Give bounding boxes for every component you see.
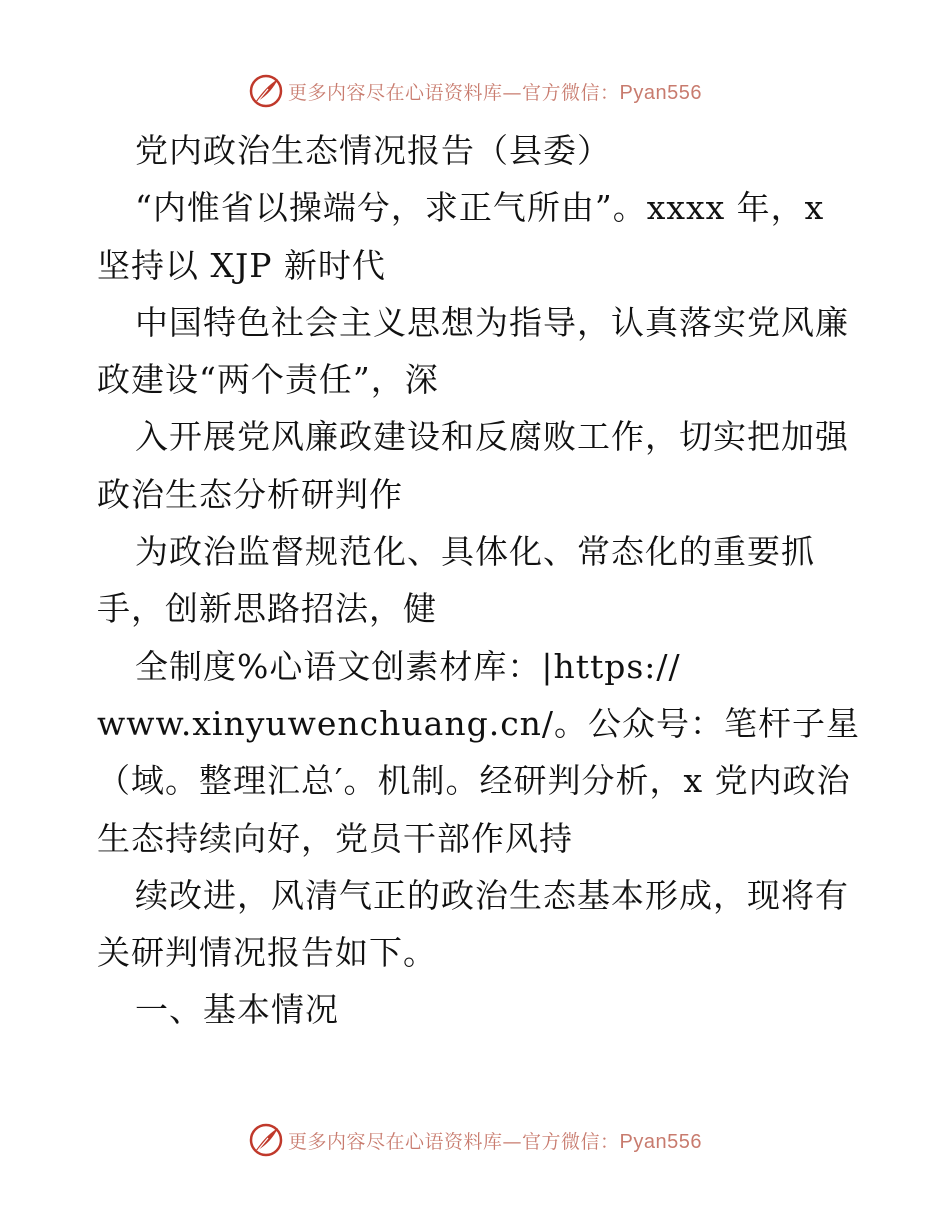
paragraph-line: 全制度%心语文创素材库：|https://	[135, 646, 681, 686]
header-watermark	[0, 73, 950, 109]
paragraph-line: 手，创新思路招法，健	[97, 589, 437, 629]
paragraph-line: 为政治监督规范化、具体化、常态化的重要抓	[135, 532, 815, 572]
paragraph-line: “内惟省以操端兮，求正气所由”。xxxx 年，x	[135, 188, 825, 228]
footer-watermark	[0, 1122, 950, 1158]
watermark-text	[288, 78, 702, 105]
section-heading: 一、基本情况	[135, 990, 339, 1030]
document-title: 党内政治生态情况报告（县委）	[135, 131, 611, 170]
paragraph-line: 关研判情况报告如下。	[97, 933, 437, 973]
feather-pen-logo-icon	[248, 1122, 284, 1158]
watermark-text	[288, 1127, 702, 1154]
paragraph-line: 生态持续向好，党员干部作风持	[97, 818, 573, 858]
watermark-label: 更多内容尽在心语资料库—官方微信：	[288, 1130, 620, 1153]
paragraph-line: 入开展党风廉政建设和反腐败工作，切实把加强	[135, 417, 849, 457]
paragraph-line: 政建设“两个责任”，深	[97, 360, 439, 400]
paragraph-line: 中国特色社会主义思想为指导，认真落实党风廉	[135, 302, 849, 342]
paragraph-line: 坚持以 XJP 新时代	[97, 245, 386, 285]
paragraph-line: www.xinyuwenchuang.cn/。公众号：笔杆子星	[97, 703, 861, 743]
watermark-label: 更多内容尽在心语资料库—官方微信：	[288, 81, 620, 104]
document-body	[97, 122, 861, 1039]
watermark-wechat-id: Pyan556	[619, 81, 702, 104]
paragraph-line: （域。整理汇总′。机制。经研判分析，x 党内政治	[97, 761, 851, 801]
watermark-wechat-id: Pyan556	[619, 1130, 702, 1153]
feather-pen-logo-icon	[248, 73, 284, 109]
paragraph-line: 续改进，风清气正的政治生态基本形成，现将有	[135, 875, 849, 915]
paragraph-line: 政治生态分析研判作	[97, 474, 403, 514]
